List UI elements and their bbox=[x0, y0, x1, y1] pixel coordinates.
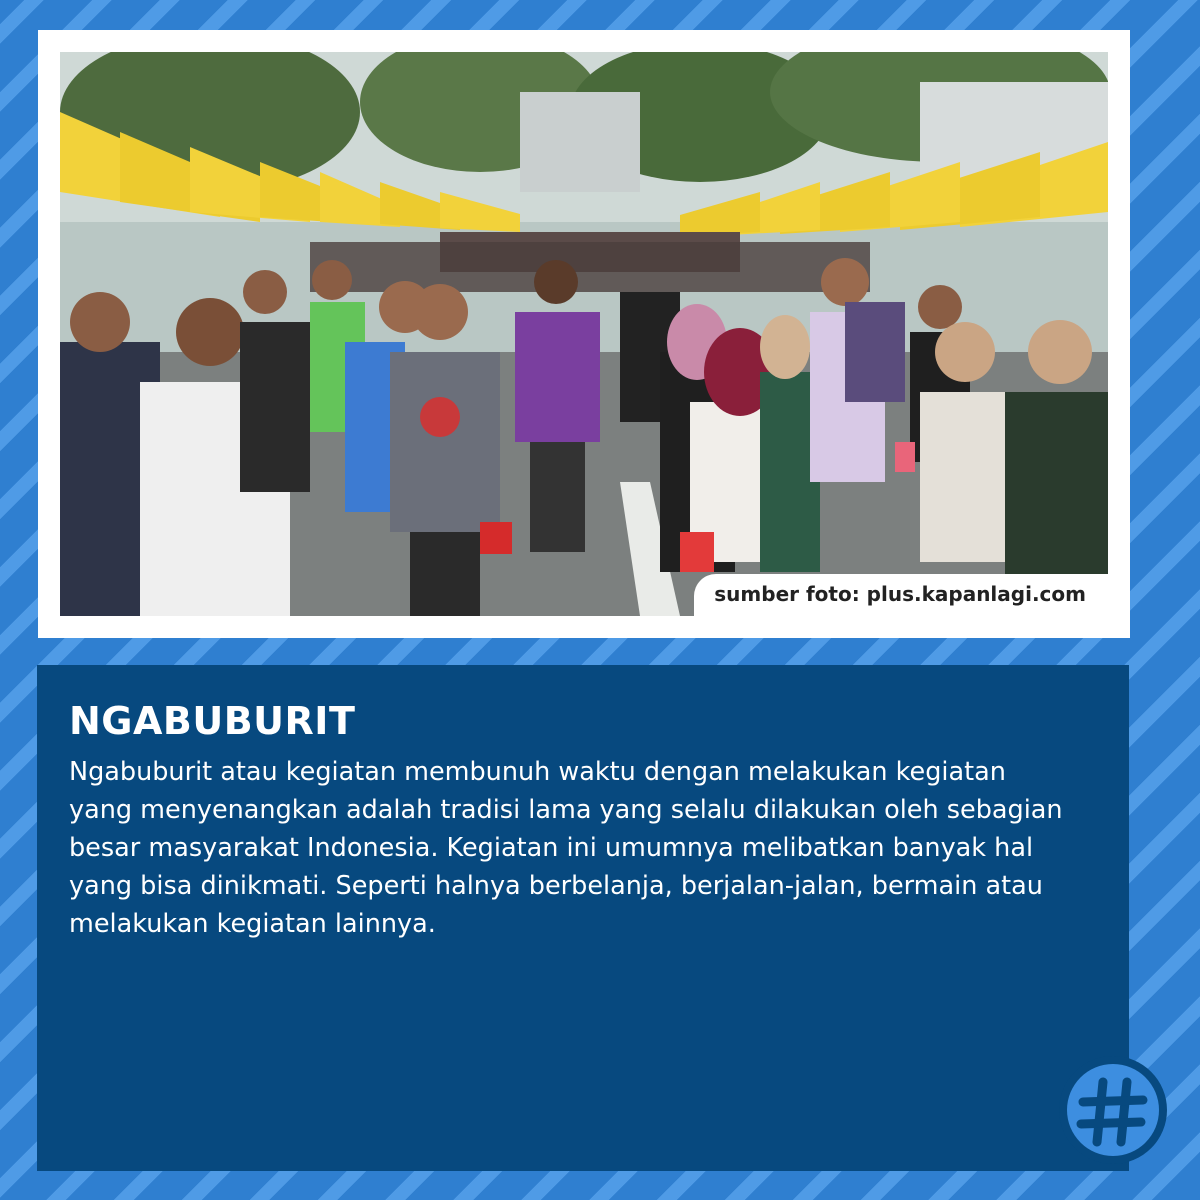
market-photo-illustration bbox=[60, 52, 1108, 616]
market-photo bbox=[60, 52, 1108, 616]
photo-frame bbox=[38, 30, 1130, 638]
hashtag-icon bbox=[1053, 1050, 1173, 1170]
info-title: NGABUBURIT bbox=[69, 699, 356, 743]
photo-caption: sumber foto: plus.kapanlagi.com bbox=[694, 574, 1108, 616]
hashtag-logo bbox=[1053, 1050, 1173, 1170]
info-panel bbox=[37, 665, 1129, 1171]
info-body: Ngabuburit atau kegiatan membunuh waktu dengan melakukan kegiatan yang menyenangkan adalah tradisi lama yang selalu dilakukan oleh sebagian besar masyarakat Indonesia. Kegiatan ini umumnya melibatkan banyak hal yang bisa dinikmati. Seperti halnya berbelanja, berjalan-jalan, bermain atau melakukan kegiatan lainnya. bbox=[69, 757, 1063, 939]
